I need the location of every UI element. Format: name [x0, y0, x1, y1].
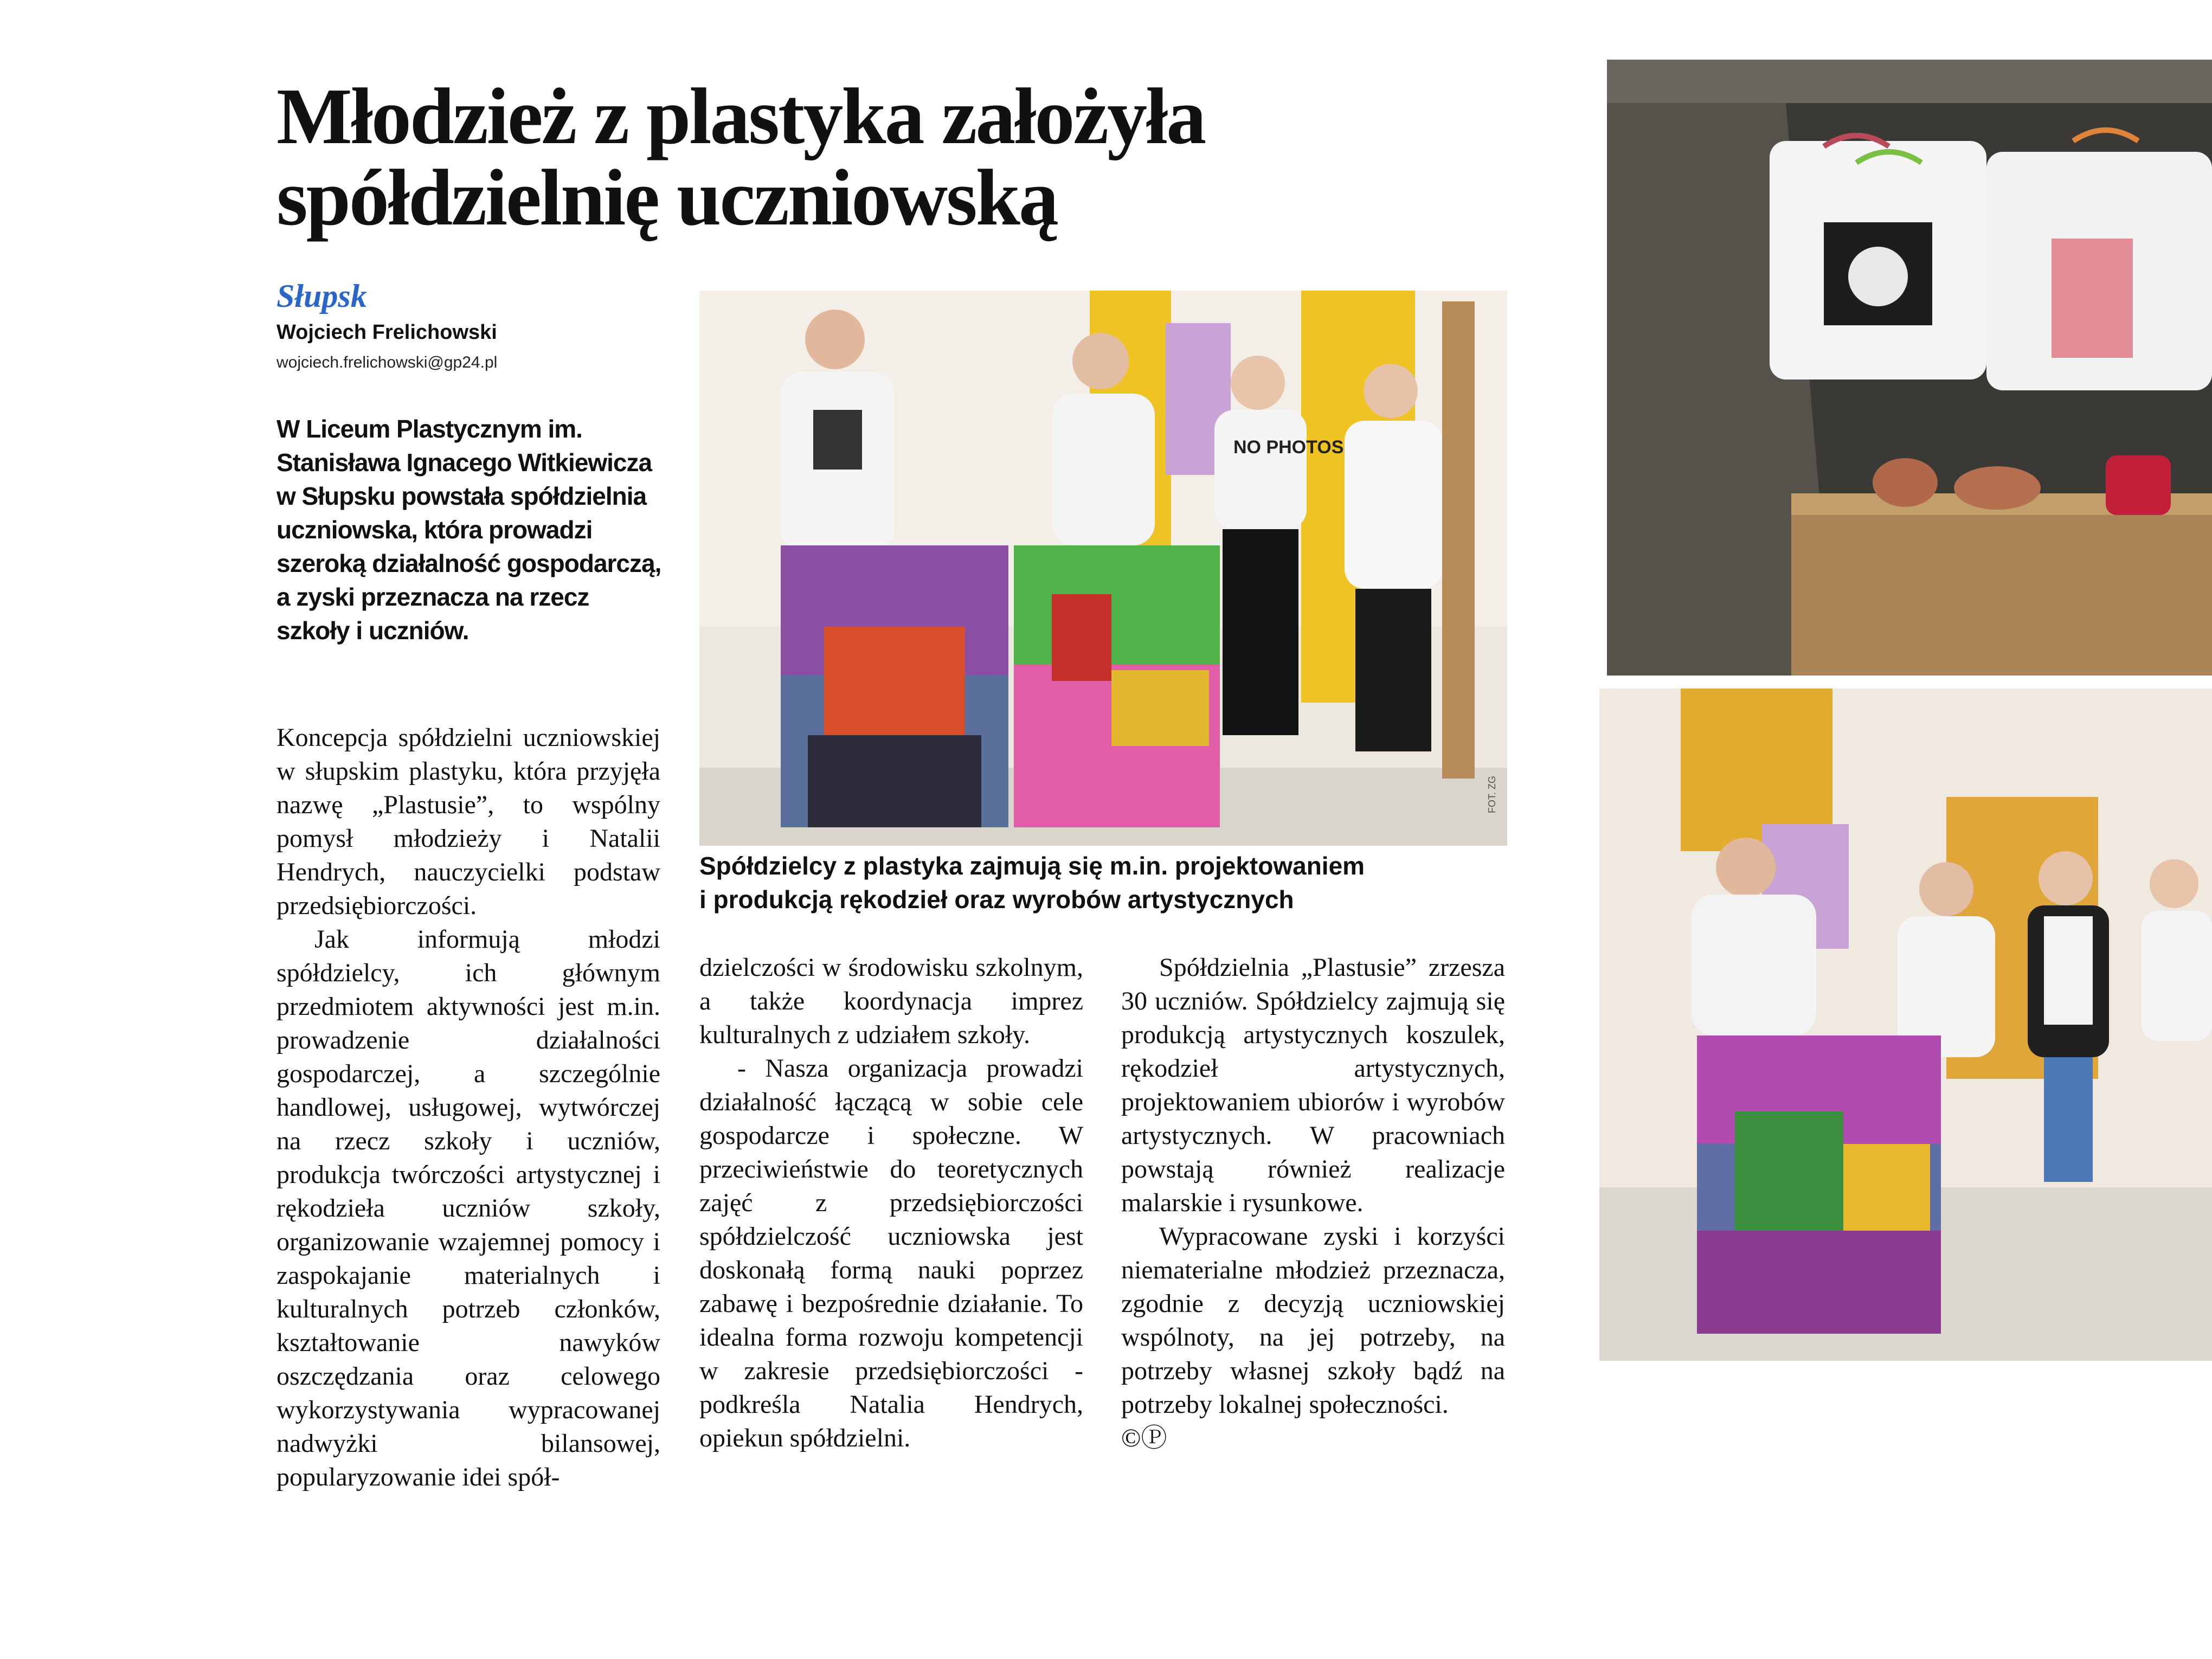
body-paragraph: Koncepcja spółdzielni uczniowskiej w słupskim plastyku, która przyjęła nazwę „Plastusie”, to wspólny pomysł młodzieży i Natalii Hendrych, nauczycielki podstaw przedsiębiorczości. [276, 723, 660, 920]
headline-line-2: spółdzielnię uczniowską [276, 153, 1057, 242]
city-label: Słupsk [276, 278, 367, 314]
group-photo-illustration [1599, 689, 2212, 1361]
body-column-3 [1121, 951, 1505, 1455]
body-paragraph: Jak informują młodzi spółdzielcy, ich głównym przedmiotem aktywności jest m.in. prowadzenie działalności gospodarczej, a szczególnie handlowej, usługowej, wytwórczej na rzecz szkoły i uczniów, produkcja twórczości artystycznej i rękodzieła uczniów szkoły, organizowanie wzajemnej pomocy i zaspokajanie materialnych i kulturalnych potrzeb członków, kształtowanie nawyków oszczędzania oraz celowego wykorzystywania wypracowanej nadwyżki bilansowej, popularyzowanie idei spół- [276, 925, 660, 1491]
photo-caption [699, 849, 1507, 916]
body-paragraph: Wypracowane zyski i korzyści niematerialne młodzież przeznacza, zgodnie z decyzją uczniowskiej wspólnoty, na jej potrzeby, na potrzeby własnej szkoły bądź na potrzeby lokalnej społeczności. [1121, 1222, 1505, 1419]
caption-line-2: i produkcją rękodzieł oraz wyrobów artystycznych [699, 885, 1294, 914]
copyright-mark: ©Ⓟ [1121, 1424, 1167, 1452]
headline [276, 72, 1589, 242]
body-column-2 [699, 951, 1083, 1455]
tshirt-print-text: NO PHOTOS [1233, 437, 1344, 458]
caption-line-1: Spółdzielcy z plastyka zajmują się m.in. projektowaniem [699, 852, 1365, 880]
author-email[interactable]: wojciech.frelichowski@gp24.pl [276, 353, 498, 371]
body-paragraph: Spółdzielnia „Plastusie” zrzesza 30 uczniów. Spółdzielcy zajmują się produkcją artystycznych koszulek, rękodzieł artystycznych, projektowaniem ubiorów i wyrobów artystycznych. W pracowniach powstają również realizacje malarskie i rysunkowe. [1121, 953, 1505, 1217]
photo-credit: FOT. ZG [1487, 776, 1497, 813]
body-paragraph: dzielczości w środowisku szkolnym, a także koordynacja imprez kulturalnych z udziałem szkoły. [699, 953, 1083, 1049]
body-paragraph: - Nasza organizacja prowadzi działalność łączącą w sobie cele gospodarcze i społeczne. W przeciwieństwie do teoretycznych zajęć z przedsiębiorczości spółdzielczość uczniowska jest doskonałą formą nauki poprzez zabawę i bezpośrednie działanie. To idealna forma rozwoju kompetencji w zakresie przedsiębiorczości - podkreśla Natalia Hendrych, opiekun spółdzielni. [699, 1054, 1083, 1452]
main-photo [699, 291, 1507, 846]
body-column-1 [276, 721, 660, 1494]
group-photo [1599, 689, 2212, 1361]
tshirt-display-photo [1607, 60, 2212, 676]
author-name: Wojciech Frelichowski [276, 321, 497, 344]
lead-paragraph: W Liceum Plastycznym im. Stanisława Ignacego Witkiewicza w Słupsku powstała spółdzielnia uczniowska, która prowadzi szeroką działalność gospodarczą, a zyski przeznacza na rzecz szkoły i uczniów. [276, 415, 661, 645]
tshirt-display-illustration [1607, 60, 2212, 676]
main-photo-illustration [699, 291, 1507, 846]
headline-line-1: Młodzież z plastyka założyła [276, 72, 1205, 161]
